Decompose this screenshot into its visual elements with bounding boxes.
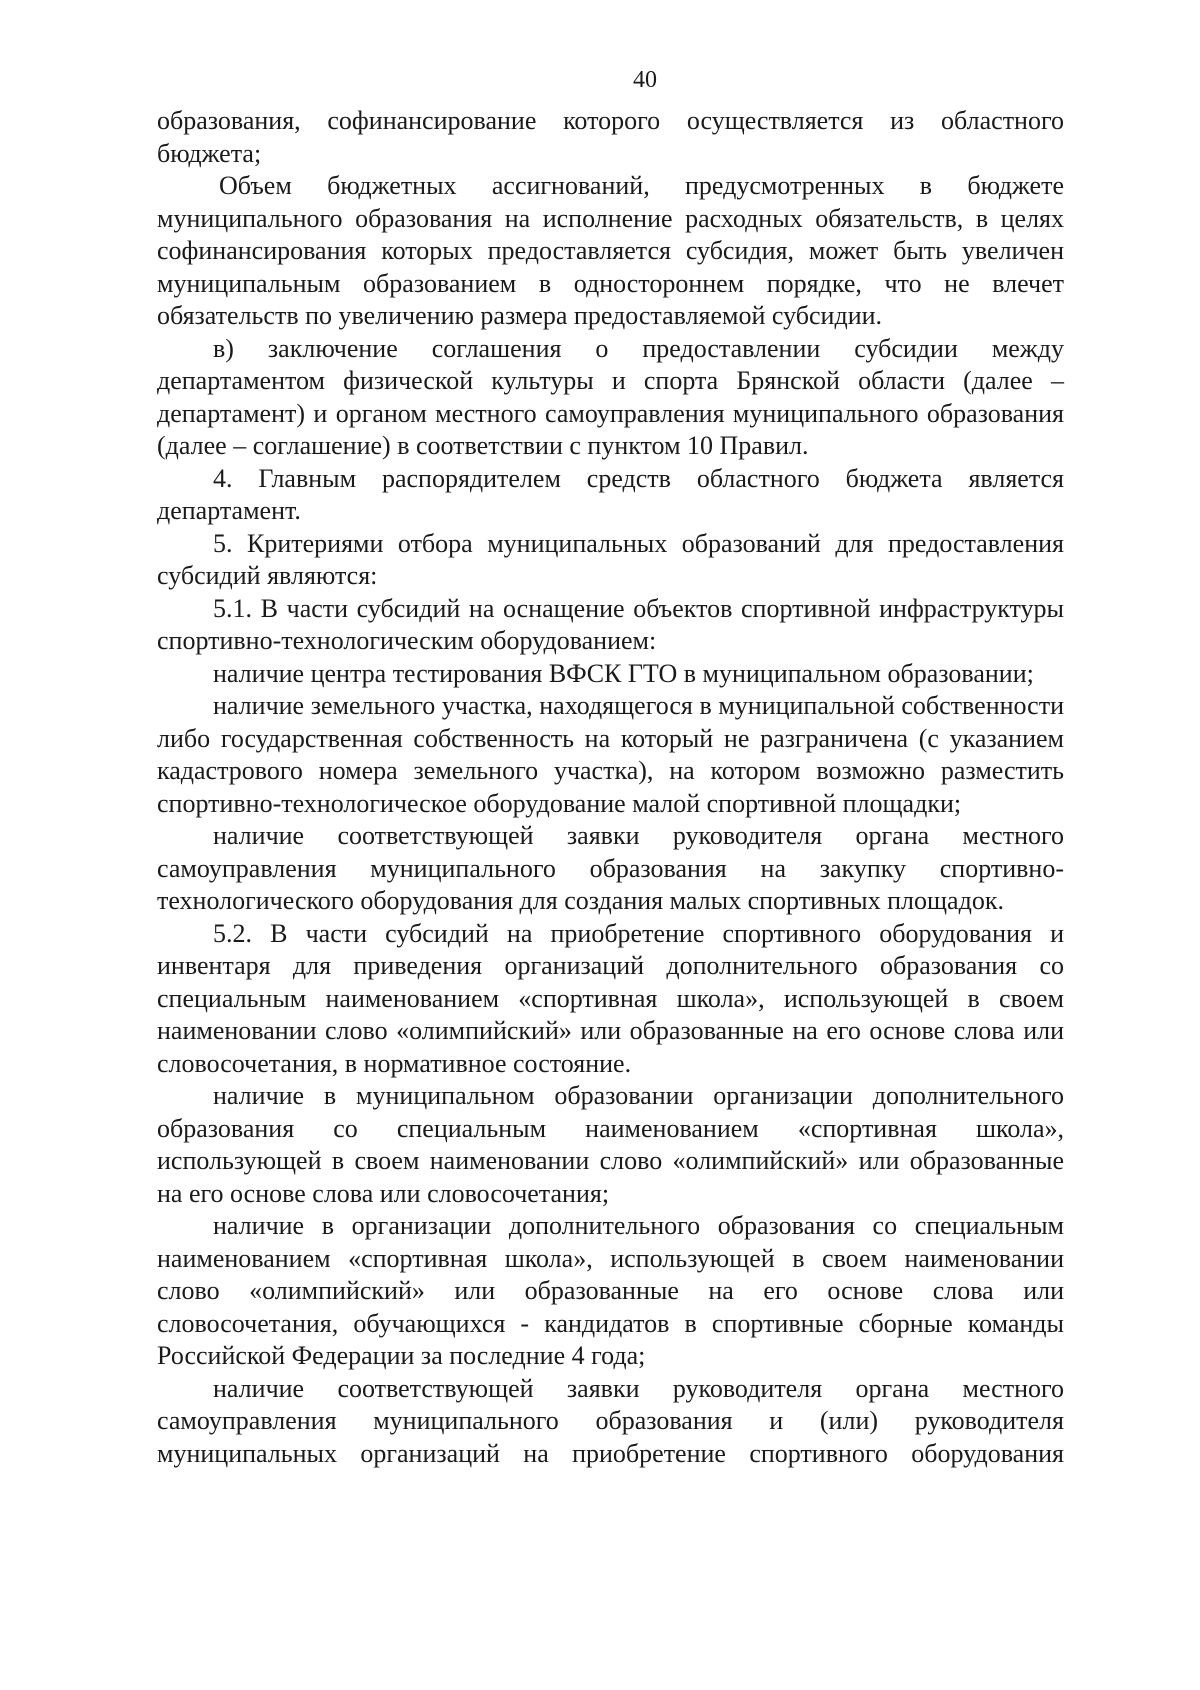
page-number: 40	[633, 67, 657, 93]
document-body	[157, 105, 1064, 1470]
paragraph-criterion-equipment-application: наличие соответствующей заявки руководителя органа местного самоуправления муниципального образования и (или) руководителя муниципальных организаций на приобретение спортивного оборудования	[157, 1373, 1064, 1468]
paragraph-budget-volume: Объем бюджетных ассигнований, предусмотренных в бюджете муниципального образования на исполнение расходных обязательств, в целях софинансирования которых предоставляется субсидия, может быть увеличен муниципальным образованием в одностороннем порядке, что не влечет обязательств по увеличению размера предоставляемой субсидии.	[157, 171, 1064, 330]
paragraph-item-4: 4. Главным распорядителем средств областного бюджета является департамент.	[157, 463, 1064, 525]
paragraph-item-5-1: 5.1. В части субсидий на оснащение объектов спортивной инфраструктуры спортивно-технологическим оборудованием:	[157, 593, 1064, 655]
paragraph-agreement: в) заключение соглашения о предоставлении субсидии между департаментом физической культуры и спорта Брянской области (далее – департамент) и органом местного самоуправления муниципального образования (далее – соглашение) в соответствии с пунктом 10 Правил.	[157, 333, 1064, 460]
paragraph-criterion-land-plot: наличие земельного участка, находящегося в муниципальной собственности либо государственная собственность на который не разграничена (с указанием кадастрового номера земельного участка), на котором возможно разместить спортивно-технологическое оборудование малой спортивной площадки;	[157, 691, 1064, 818]
paragraph-item-5: 5. Критериями отбора муниципальных образований для предоставления субсидий являются:	[157, 528, 1064, 590]
paragraph-item-5-2: 5.2. В части субсидий на приобретение спортивного оборудования и инвентаря для приведения организаций дополнительного образования со специальным наименованием «спортивная школа», использующей в своем наименовании слово «олимпийский» или образованные на его основе слова или словосочетания, в нормативное состояние.	[157, 918, 1064, 1078]
paragraph-criterion-candidates: наличие в организации дополнительного образования со специальным наименованием «спортивная школа», использующей в своем наименовании слово «олимпийский» или образованные на его основе слова или словосочетания, обучающихся - кандидатов в спортивные сборные команды Российской Федерации за последние 4 года;	[157, 1211, 1064, 1370]
paragraph-criterion-sport-school: наличие в муниципальном образовании организации дополнительного образования со специальным наименованием «спортивная школа», использующей в своем наименовании слово «олимпийский» или образованные на его основе слова или словосочетания;	[157, 1081, 1064, 1208]
paragraph-criterion-application: наличие соответствующей заявки руководителя органа местного самоуправления муниципального образования на закупку спортивно-технологического оборудования для создания малых спортивных площадок.	[157, 821, 1064, 915]
paragraph-criterion-gto-center: наличие центра тестирования ВФСК ГТО в муниципальном образовании;	[213, 658, 1034, 688]
paragraph-continuation: образования, софинансирование которого осуществляется из областного бюджета;	[157, 106, 1064, 168]
